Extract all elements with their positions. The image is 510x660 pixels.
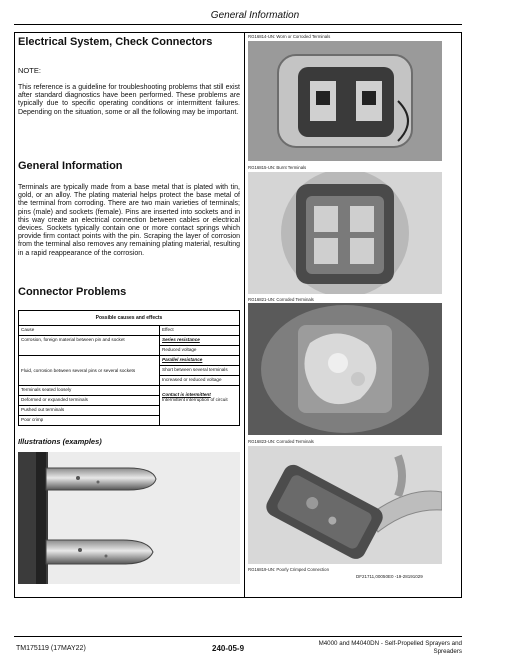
table-cell: Increased or reduced voltage bbox=[160, 376, 240, 386]
header-rule bbox=[14, 24, 462, 25]
crimped-pins-photo bbox=[18, 452, 240, 584]
note-text: This reference is a guideline for troubleshooting problems that still exist after standard diagnostics have been performed. These problems are typically due to specific operating conditions or intermittent failures. Depending on the situation, some or all the following may be important. bbox=[18, 84, 240, 116]
corroded-terminals-illustration-1 bbox=[248, 303, 442, 435]
table-cell: Short between several terminals bbox=[160, 366, 240, 376]
table-cell: Terminals seated loosely bbox=[19, 386, 160, 396]
photo-caption: RG16815-UN: Burnt Terminals bbox=[248, 165, 307, 170]
worn-terminals-illustration bbox=[248, 41, 442, 161]
illustrations-title: Illustrations (examples) bbox=[18, 437, 102, 446]
section-title-general-information: General Information bbox=[18, 160, 123, 172]
footer-rule bbox=[14, 636, 462, 637]
footer-product-title bbox=[300, 640, 462, 656]
section-title-check-connectors: Electrical System, Check Connectors bbox=[18, 36, 213, 48]
column-header-effect: Effect bbox=[160, 326, 240, 336]
effect-title: Series resistance bbox=[162, 337, 200, 342]
column-header-cause: Cause bbox=[19, 326, 160, 336]
effect-title: Parallel resistance bbox=[162, 357, 203, 362]
table-cell bbox=[160, 386, 240, 426]
table-cell bbox=[160, 356, 240, 366]
table-cell: Corrosion, foreign material between pin and socket bbox=[19, 336, 160, 356]
column-divider bbox=[244, 32, 245, 598]
photo-caption: RG16819-UN: Poorly Crimped Connection bbox=[248, 567, 329, 572]
table-cell: Pushed out terminals bbox=[19, 406, 160, 416]
effect-title: Contact is intermittent bbox=[162, 392, 211, 397]
footer-page-number: 240-05-9 bbox=[212, 644, 245, 653]
corroded-terminals-photo-1 bbox=[248, 303, 442, 435]
table-cell: Deformed or expanded terminals bbox=[19, 396, 160, 406]
running-header: General Information bbox=[210, 10, 300, 21]
note-label: NOTE: bbox=[18, 66, 41, 75]
table-cell: Fluid, corrosion between several pins or several sockets bbox=[19, 356, 160, 386]
worn-terminals-photo bbox=[248, 41, 442, 161]
table-header: Possible causes and effects bbox=[19, 311, 240, 326]
causes-effects-table bbox=[18, 310, 240, 426]
footer-product-line1: M4000 and M4040DN - Self-Propelled Sprayers and bbox=[318, 640, 462, 647]
footer-tm-number: TM175119 (17MAY22) bbox=[16, 645, 86, 652]
burnt-terminals-illustration bbox=[248, 172, 442, 294]
table-cell bbox=[160, 336, 240, 346]
general-information-text: Terminals are typically made from a base metal that is plated with tin, gold, or an alloy. The plating material helps protect the base metal of the terminal from corroding. There are two main varieties of terminals; pins (male) and sockets (female). Pins are inserted into sockets and in this way create an electrical connection between cables or electrical devices. Sockets typically contain one or more contact springs which provide firm contact points with the pin. Scraping the layer of corrosion from the terminal also removes any remaining plating material, resulting in a rapid reappearance of the corrosion. bbox=[18, 184, 240, 257]
table-cell: Poor crimp bbox=[19, 416, 160, 426]
poorly-crimped-illustration bbox=[248, 446, 442, 564]
photo-caption: RG16823-UN: Corroded Terminals bbox=[248, 439, 314, 444]
effect-text: Intermittent interruption of circuit bbox=[162, 397, 228, 402]
section-title-connector-problems: Connector Problems bbox=[18, 286, 127, 298]
footer-product-line2: Spreaders bbox=[433, 648, 462, 655]
photo-caption: RG16821-UN: Corroded Terminals bbox=[248, 297, 314, 302]
photo-caption: RG16814-UN: Worn or Corroded Terminals bbox=[248, 34, 331, 39]
crimped-pins-illustration bbox=[18, 452, 240, 584]
table-cell: Reduced voltage bbox=[160, 346, 240, 356]
poorly-crimped-photo bbox=[248, 446, 442, 564]
burnt-terminals-photo bbox=[248, 172, 442, 294]
document-id: DF21711,00050E0 -19-28191029 bbox=[356, 574, 423, 579]
